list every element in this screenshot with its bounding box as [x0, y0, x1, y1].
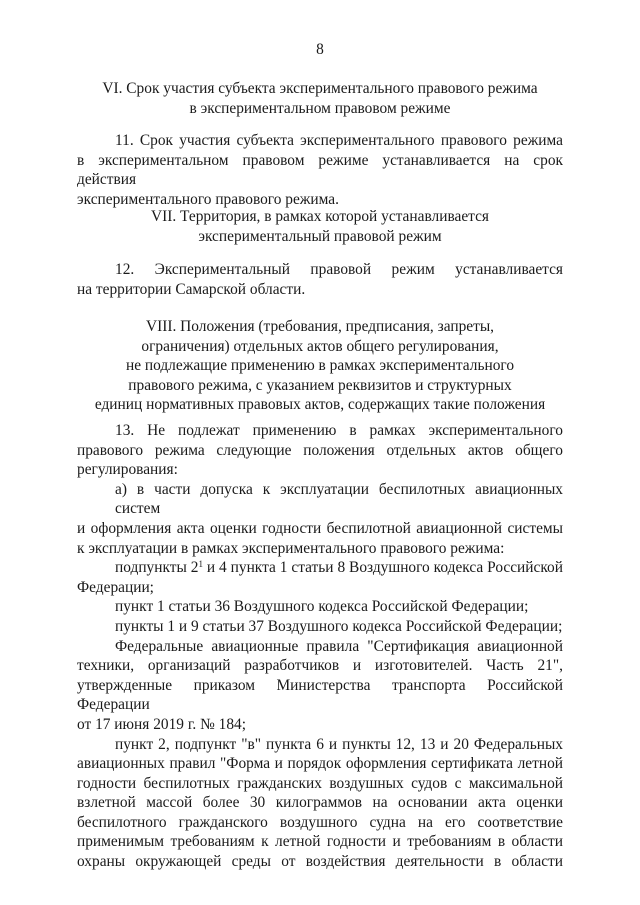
heading-line: ограничения) отдельных актов общего регулирования, [141, 337, 499, 355]
text-line: Федеральные авиационные правила "Сертификация авиационной [115, 637, 563, 655]
page-number: 8 [316, 41, 324, 58]
heading-line: экспериментальный правовой режим [198, 227, 442, 245]
text-line: годности беспилотных гражданских воздушных судов с максимальной [77, 774, 563, 792]
text-line: и оформления акта оценки годности беспилотной авиационной системы [77, 519, 563, 537]
text-line: на территории Самарской области. [77, 280, 306, 298]
heading-line: правового режима, с указанием реквизитов и структурных [128, 376, 512, 394]
section-6-heading [40, 79, 600, 118]
text-line: а) в части допуска к эксплуатации беспилотных авиационных систем [115, 480, 563, 518]
paragraph-13 [77, 421, 563, 872]
text-line: утвержденные приказом Министерства транспорта Российской Федерации [77, 676, 563, 714]
section-7-heading [40, 207, 600, 246]
text-line: к эксплуатации в рамках экспериментального правового режима: [77, 539, 505, 557]
text-line: правового режима следующие положения отдельных актов общего [77, 441, 563, 459]
air-code-art8-line: подпункты $2^1$ и 4 пункта 1 статьи 8 Воздушного кодекса Российской [115, 559, 563, 577]
heading-line: в экспериментальном правовом режиме [189, 99, 451, 117]
section-8-heading [40, 317, 600, 415]
air-code-art36-line: пункт 1 статьи 36 Воздушного кодекса Российской Федерации; [115, 598, 529, 616]
paragraph-12 [77, 260, 563, 299]
heading-line: VIII. Положения (требования, предписания, запреты, [145, 318, 495, 335]
text-line: охраны окружающей среды от воздействия деятельности в области [77, 853, 563, 871]
heading-line: единиц нормативных правовых актов, содержащих такие положения [94, 396, 546, 413]
superscript-number: 1 [198, 559, 203, 570]
text-line: взлетной массой более 30 килограммов на основании акта оценки [77, 794, 563, 812]
text-line: пункт 2, подпункт "в" пункта 6 и пункты 12, 13 и 20 Федеральных [115, 735, 563, 753]
text-line: 11. Срок участия субъекта экспериментального правового режима [115, 132, 563, 149]
text-line: беспилотного гражданского воздушного судна на его соответствие [77, 813, 563, 831]
text-line: регулирования: [77, 461, 178, 479]
text-line: Федерации; [77, 578, 154, 596]
text-line: применимым требованиям к летной годности и требованиям в области [77, 833, 563, 851]
text-line: авиационных правил "Форма и порядок оформления сертификата летной [77, 755, 563, 773]
paragraph-11 [77, 131, 563, 209]
heading-line: не подлежащие применению в рамках экспериментального [125, 357, 515, 374]
text-line: в экспериментальном правовом режиме устанавливается на срок действия [77, 151, 563, 189]
text-line: техники, организаций разработчиков и изготовителей. Часть 21", [77, 657, 563, 675]
text-line: от 17 июня 2019 г. № 184; [77, 715, 246, 733]
heading-line: VII. Территория, в рамках которой устанавливается [150, 208, 489, 225]
air-code-art37-line: пункты 1 и 9 статьи 37 Воздушного кодекса Российской Федерации; [115, 617, 563, 635]
text-line: экспериментального правового режима. [77, 190, 339, 208]
text-line: 13. Не подлежат применению в рамках экспериментального [115, 422, 563, 439]
heading-line: VI. Срок участия субъекта экспериментального правового режима [102, 80, 538, 97]
text-line: 12. Экспериментальный правовой режим устанавливается [115, 261, 563, 278]
